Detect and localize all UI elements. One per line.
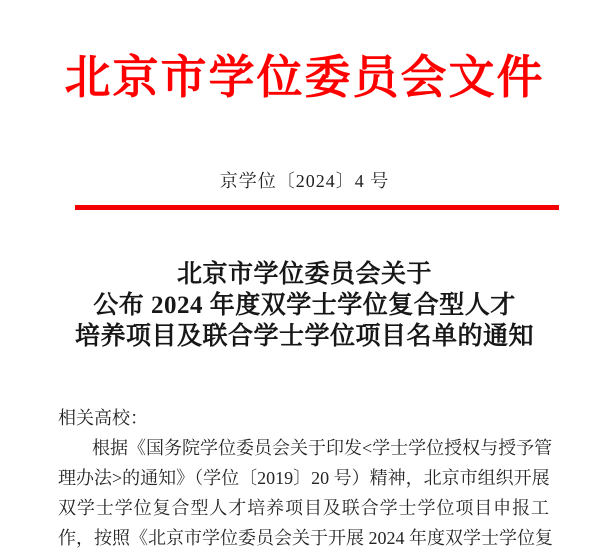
notice-title-line-3: 培养项目及联合学士学位项目名单的通知 bbox=[74, 323, 534, 350]
document-body bbox=[58, 403, 553, 552]
salutation: 相关高校： bbox=[58, 408, 148, 428]
red-separator-line bbox=[75, 205, 559, 210]
paragraph-line-4: 作，按照《北京市学位委员会关于开展 2024 年度双学士学位复 bbox=[58, 528, 553, 548]
notice-title bbox=[0, 259, 609, 352]
notice-title-line-1: 北京市学位委员会关于 bbox=[176, 261, 432, 288]
notice-title-line-2: 公布 2024 年度双学士学位复合型人才 bbox=[93, 292, 516, 319]
paragraph-line-2: 理办法>的通知》（学位〔2019〕20 号）精神，北京市组织开展 bbox=[58, 468, 550, 488]
document-header-title: 北京市学位委员会文件 bbox=[64, 52, 545, 103]
paragraph-line-3: 双学士学位复合型人才培养项目及联合学士学位项目申报工 bbox=[58, 498, 549, 518]
document-number: 京学位〔2024〕4 号 bbox=[219, 171, 390, 191]
paragraph-line-1: 根据《国务院学位委员会关于印发<学士学位授权与授予管 bbox=[92, 438, 553, 458]
